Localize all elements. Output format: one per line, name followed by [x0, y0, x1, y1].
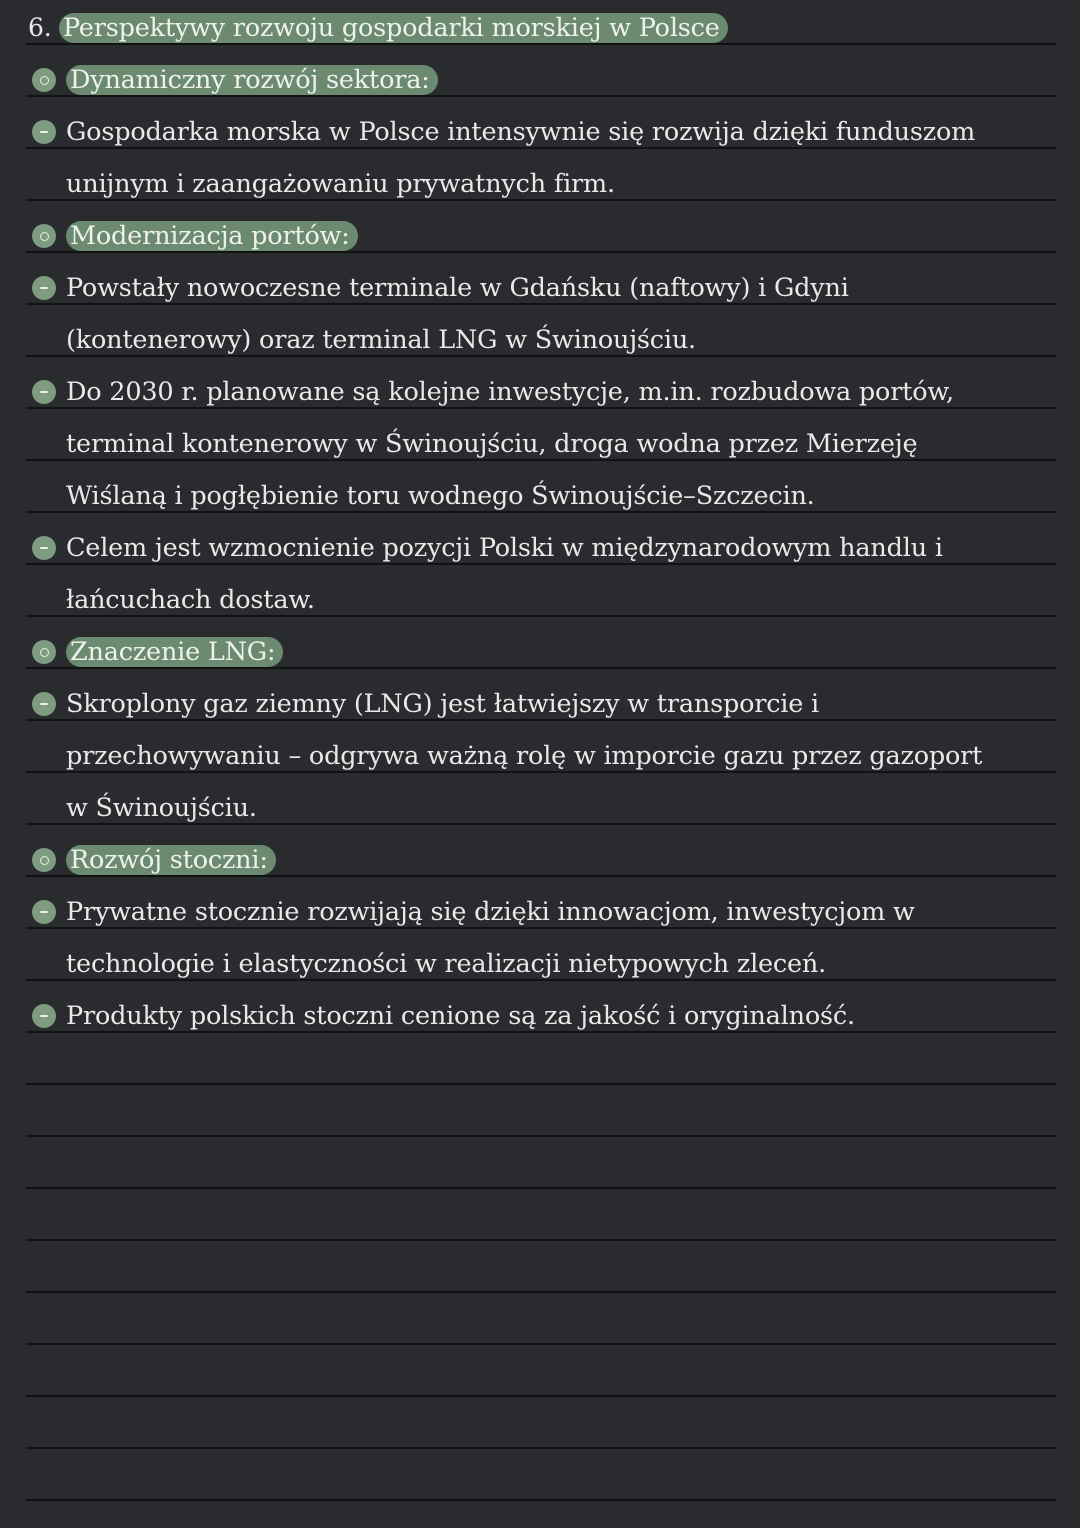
bullet-text: Prywatne stocznie rozwijają się dzięki innowacjom, inwestycjom w: [66, 897, 915, 927]
section-title-row: [0, 2, 1080, 54]
bullet-text: Gospodarka morska w Polsce intensywnie się rozwija dzięki funduszom: [66, 117, 976, 147]
ruled-line: [26, 1291, 1056, 1293]
continuation-row: [0, 470, 1080, 522]
ruled-line: [26, 1135, 1056, 1137]
subheading-row: [0, 834, 1080, 886]
subheading: [66, 626, 283, 678]
bullet-text: Produkty polskich stoczni cenione są za jakość i oryginalność.: [66, 1001, 855, 1031]
ruled-line: [26, 1395, 1056, 1397]
ruled-line: [26, 1447, 1056, 1449]
ruled-line: [26, 1343, 1056, 1345]
ruled-line: [26, 1083, 1056, 1085]
bullet-row: [0, 990, 1080, 1042]
circle-bullet-icon: [32, 224, 56, 248]
subheading-highlight: Dynamiczny rozwój sektora:: [66, 65, 438, 95]
ruled-line: [26, 1499, 1056, 1501]
dash-bullet-icon: [32, 536, 56, 560]
continuation-text: Wiślaną i pogłębienie toru wodnego Świnoujście–Szczecin.: [66, 481, 815, 511]
continuation-text: unijnym i zaangażowaniu prywatnych firm.: [66, 169, 615, 199]
section-number: 6.: [28, 13, 52, 42]
continuation-row: [0, 574, 1080, 626]
subheading: [66, 834, 276, 886]
subheading-highlight: Znaczenie LNG:: [66, 637, 283, 667]
bullet-row: [0, 886, 1080, 938]
continuation-text: technologie i elastyczności w realizacji nietypowych zleceń.: [66, 949, 827, 979]
continuation-text: łańcuchach dostaw.: [66, 585, 315, 615]
dash-bullet-icon: [32, 692, 56, 716]
bullet-row: [0, 366, 1080, 418]
continuation-row: [0, 938, 1080, 990]
continuation-row: [0, 158, 1080, 210]
bullet-row: [0, 678, 1080, 730]
continuation-text: przechowywaniu – odgrywa ważną rolę w imporcie gazu przez gazoport: [66, 741, 983, 771]
dash-bullet-icon: [32, 900, 56, 924]
dash-bullet-icon: [32, 380, 56, 404]
continuation-row: [0, 314, 1080, 366]
bullet-row: [0, 262, 1080, 314]
circle-bullet-icon: [32, 68, 56, 92]
bullet-row: [0, 522, 1080, 574]
continuation-text: terminal kontenerowy w Świnoujściu, droga wodna przez Mierzeję: [66, 429, 918, 459]
subheading-highlight: Rozwój stoczni:: [66, 845, 276, 875]
circle-bullet-icon: [32, 640, 56, 664]
bullet-text: Do 2030 r. planowane są kolejne inwestycje, m.in. rozbudowa portów,: [66, 377, 954, 407]
continuation-text: w Świnoujściu.: [66, 793, 257, 823]
subheading: [66, 210, 358, 262]
continuation-row: [0, 730, 1080, 782]
subheading-row: [0, 54, 1080, 106]
section-title: [59, 2, 728, 54]
dash-bullet-icon: [32, 1004, 56, 1028]
bullet-text: Powstały nowoczesne terminale w Gdańsku (naftowy) i Gdyni: [66, 273, 849, 303]
circle-bullet-icon: [32, 848, 56, 872]
ruled-line: [26, 1239, 1056, 1241]
continuation-text: (kontenerowy) oraz terminal LNG w Świnoujściu.: [66, 325, 696, 355]
continuation-row: [0, 782, 1080, 834]
ruled-line: [26, 1187, 1056, 1189]
subheading-highlight: Modernizacja portów:: [66, 221, 358, 251]
bullet-row: [0, 106, 1080, 158]
subheading-row: [0, 210, 1080, 262]
dash-bullet-icon: [32, 276, 56, 300]
subheading: [66, 54, 438, 106]
bullet-text: Celem jest wzmocnienie pozycji Polski w międzynarodowym handlu i: [66, 533, 943, 563]
continuation-row: [0, 418, 1080, 470]
bullet-text: Skroplony gaz ziemny (LNG) jest łatwiejszy w transporcie i: [66, 689, 820, 719]
subheading-row: [0, 626, 1080, 678]
dash-bullet-icon: [32, 120, 56, 144]
section-title-highlight: Perspektywy rozwoju gospodarki morskiej w Polsce: [59, 13, 728, 43]
